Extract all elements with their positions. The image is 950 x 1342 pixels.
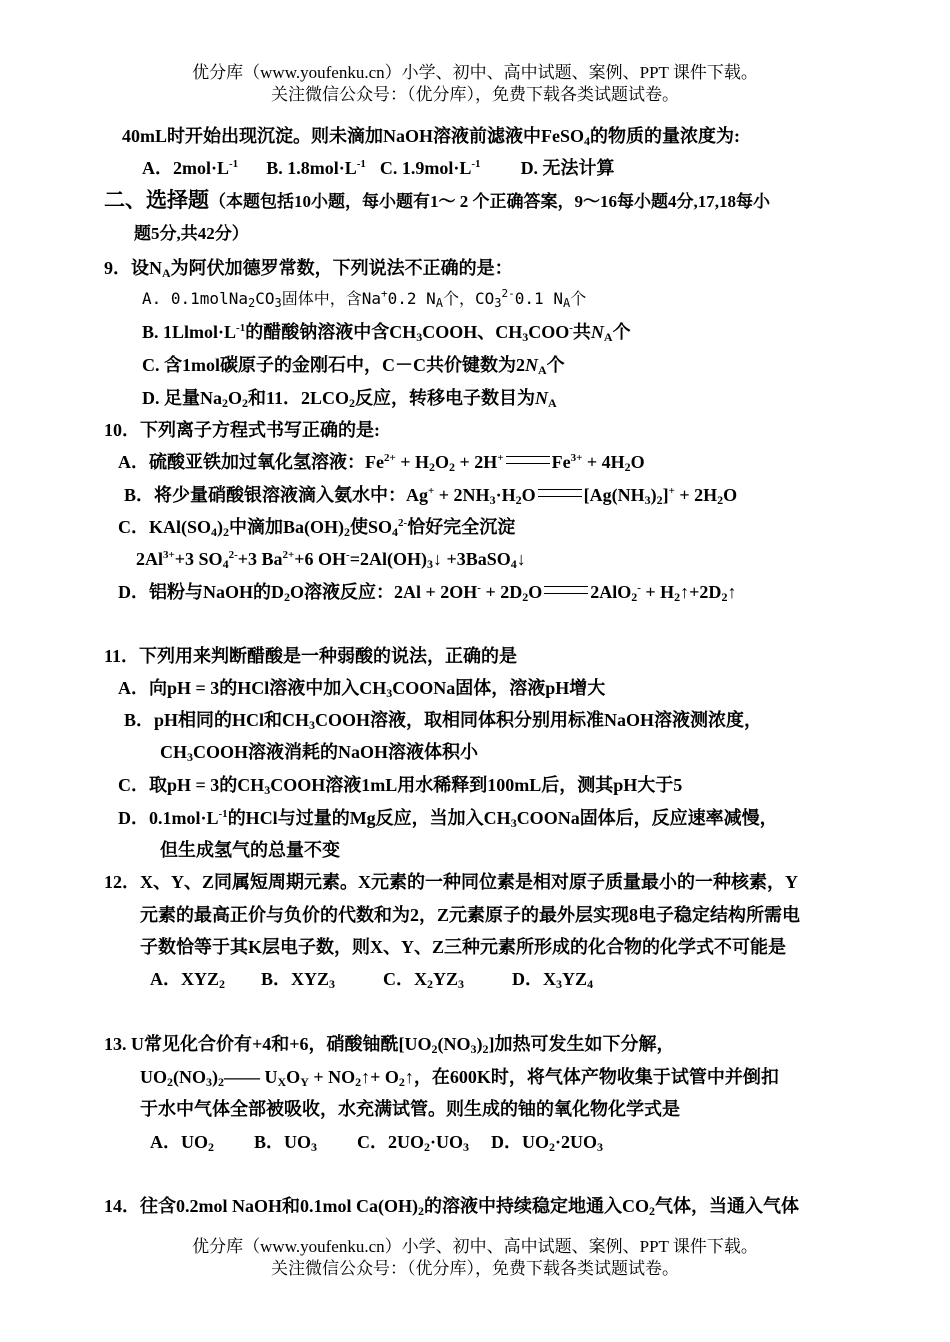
q13-options: A．$UO_2$ B．$UO_3$ C．$2UO_2\cdot UO_3$ D．$UO_2\cdot 2UO_3$ — [150, 1132, 604, 1154]
q11-option-d-line-1: D．$0.1mol\cdot L^{-1}$的HCl与过量的Mg反应，当加入$CH_3COONa$固体后，反应速率减慢， — [118, 808, 778, 830]
q8-stem: 40mL时开始出现沉淀。则未滴加NaOH溶液前滤液中FeSO$_4$的物质的量浓度为: — [122, 126, 740, 148]
footer-line-2: 关注微信公众号：（优分库），免费下载各类试题试卷。 — [271, 1259, 679, 1278]
footer-line-1: 优分库（www.youfenku.cn）小学、初中、高中试题、案例、PPT 课件下载。 — [192, 1237, 758, 1256]
page-header — [0, 62, 950, 106]
q10-option-c: C．$KAl(SO_4)_2$中滴加$Ba(OH)_2$使$SO_4^{2-}$恰好完全沉淀 — [118, 517, 516, 539]
section-2-heading: 二、选择题（本题包括10小题，每小题有1～ 2 个正确答案，9～16每小题4分,17,18每小 — [104, 188, 770, 212]
q9-option-d: D. 足量$Na_2O_2$和11．$2LCO_2$反应，转移电子数目为$N_A$ — [142, 388, 557, 410]
page-footer — [0, 1236, 950, 1280]
q9-option-c: C. 含1mol碳原子的金刚石中，C－C共价键数为$2N_A$个 — [142, 355, 565, 377]
q13-line-3: 于水中气体全部被吸收，水充满试管。则生成的铀的氧化物化学式是 — [140, 1099, 680, 1119]
q13-line-2: $UO_2(NO_3)_2——$ $U_XO_Y$ + $NO_2↑+$ $O_2↑$，在600K时，将气体产物收集于试管中并倒扣 — [140, 1067, 779, 1089]
q11-option-b-line-2: $CH_3COOH$溶液消耗的NaOH溶液体积小 — [160, 742, 479, 764]
q10-option-a: A．硫酸亚铁加过氧化氢溶液：$Fe^{2+} + H_2O_2 + 2H^+$ $Fe^{3+} + 4H_2O$ — [118, 452, 645, 474]
q11-stem: 11．下列用来判断醋酸是一种弱酸的说法，正确的是 — [104, 646, 518, 666]
q9-option-a: A. $0.1molNa_2CO_3$固体中，含Na+0.2 $N_A$个，$CO_3^{2-}0.1$ $N_A$个 — [142, 287, 587, 310]
q11-option-d-line-2: 但生成氢气的总量不变 — [160, 840, 340, 860]
q9-option-b: B. $1Llmol\cdot L^{-1}$的醋酸钠溶液中含$CH_3COOH$、$CH_3COO^-$共$N_A$个 — [142, 322, 631, 344]
q14-line-1: 14．往含0.2mol NaOH和0.1mol $Ca(OH)_2$的溶液中持续稳定地通入$CO_2$气体，当通入气体 — [104, 1196, 799, 1218]
q10-option-b: B．将少量硝酸银溶液滴入氨水中：$Ag^+ + 2NH_3\cdot H_2O$ $[Ag(NH_3)_2]^+ + 2H_2O$ — [124, 485, 738, 507]
section-2-title: 二、选择题 — [104, 188, 209, 212]
q9-stem: 9．设$N_A$为阿伏加德罗常数，下列说法不正确的是： — [104, 258, 513, 280]
q12-line-1: 12．X、Y、Z同属短周期元素。X元素的一种同位素是相对原子质量最小的一种核素，Y — [104, 872, 798, 892]
q12-line-3: 子数恰等于其K层电子数，则X、Y、Z三种元素所形成的化合物的化学式不可能是 — [140, 937, 787, 957]
q12-options: A．$XYZ_2$ B．$XYZ_3$ C．$X_2YZ_3$ D．$X_3YZ_4$ — [150, 969, 594, 991]
header-line-1: 优分库（www.youfenku.cn）小学、初中、高中试题、案例、PPT 课件下载。 — [192, 63, 758, 82]
q8-options: A．$2mol\cdot L^{-1}$ B. $1.8mol\cdot L^{-1}$ C. $1.9mol\cdot L^{-1}$ D. 无法计算 — [142, 158, 615, 178]
q11-option-a: A．向pH = 3的HCl溶液中加入$CH_3COONa$固体，溶液pH增大 — [118, 678, 606, 700]
q10-option-c-equation: $2Al^{3+}+3$ $SO_4^{2-}+3$ $Ba^{2+}+6$ $OH^-=2Al(OH)_3↓$ +3BaSO$_4$↓ — [136, 549, 526, 571]
header-line-2: 关注微信公众号：（优分库），免费下载各类试题试卷。 — [271, 85, 679, 104]
q13-line-1: 13. U常见化合价有+4和+6，硝酸铀酰$[UO_2(NO_3)_2]$加热可发生如下分解， — [104, 1034, 675, 1056]
q11-option-c: C．取pH = 3的$CH_3COOH$溶液1mL用水稀释到100mL后，测其pH大于5 — [118, 775, 683, 797]
q12-line-2: 元素的最高正价与负价的代数和为2，Z元素原子的最外层实现8电子稳定结构所需电 — [140, 905, 801, 925]
q11-option-b-line-1: B．pH相同的HCl和$CH_3COOH$溶液，取相同体积分别用标准NaOH溶液测浓度， — [124, 710, 763, 732]
q10-stem: 10．下列离子方程式书写正确的是: — [104, 420, 380, 440]
q10-option-d: D．铝粉与NaOH的$D_2O$溶液反应：$2Al + 2OH^- + 2D_2O$ $2AlO_2^- + H_2↑+2D_2↑$ — [118, 582, 737, 604]
section-2-note-cont: 题5分,共42分） — [134, 224, 249, 243]
